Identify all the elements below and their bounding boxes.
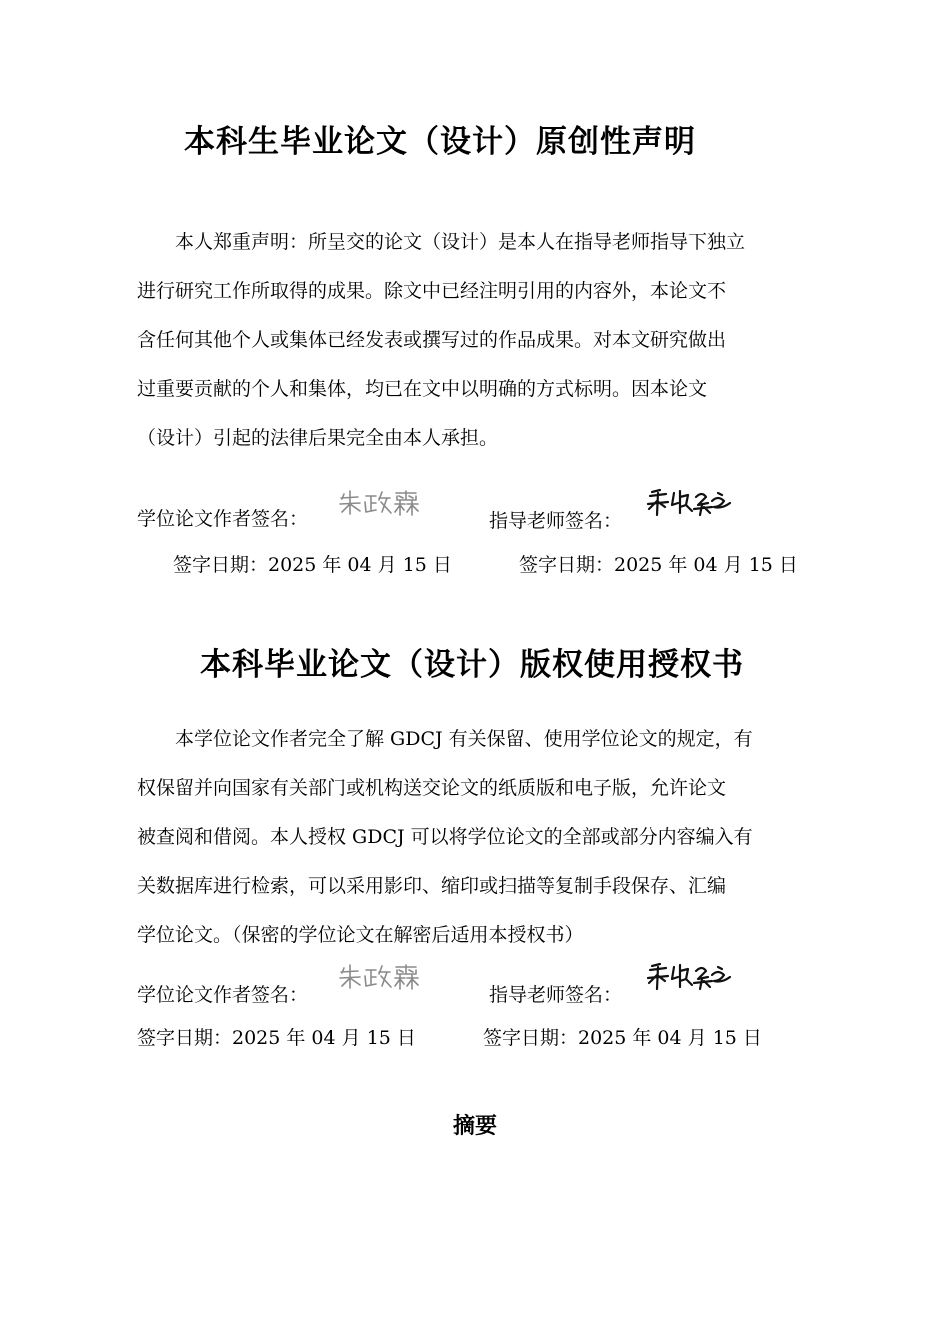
- advisor-sign-label: 指导老师签名：: [489, 984, 623, 1006]
- abstract-heading: 摘要: [452, 1114, 497, 1139]
- author-signature-image: [338, 962, 420, 992]
- author-signature-image: [338, 488, 420, 518]
- advisor-signature-image: [646, 487, 734, 521]
- author-sign-label: 学位论文作者签名：: [137, 984, 309, 1006]
- author-sign-date: 签字日期：2025 年 04 月 15 日: [137, 1027, 416, 1049]
- advisor-sign-date: 签字日期：2025 年 04 月 15 日: [483, 1027, 762, 1049]
- declaration-paragraph: [137, 218, 853, 463]
- advisor-sign-label: 指导老师签名：: [489, 510, 623, 532]
- authorization-line: 学位论文。（保密的学位论文在解密后适用本授权书）: [137, 924, 584, 946]
- author-sign-date: 签字日期：2025 年 04 月 15 日: [173, 554, 452, 576]
- declaration-line: 本人郑重声明：所呈交的论文（设计）是本人在指导老师指导下独立: [175, 231, 746, 253]
- authorization-line: 被查阅和借阅。本人授权 GDCJ 可以将学位论文的全部或部分内容编入有: [137, 826, 753, 848]
- authorization-paragraph: [137, 715, 853, 960]
- declaration-line: 过重要贡献的个人和集体，均已在文中以明确的方式标明。因本论文: [137, 378, 708, 400]
- declaration-line: 进行研究工作所取得的成果。除文中已经注明引用的内容外，本论文不: [137, 280, 727, 302]
- authorization-line: 权保留并向国家有关部门或机构送交论文的纸质版和电子版，允许论文: [137, 777, 727, 799]
- declaration-line: 含任何其他个人或集体已经发表或撰写过的作品成果。对本文研究做出: [137, 329, 727, 351]
- authorization-line: 本学位论文作者完全了解 GDCJ 有关保留、使用学位论文的规定，有: [175, 728, 753, 750]
- advisor-signature-image: [646, 961, 734, 995]
- advisor-sign-date: 签字日期：2025 年 04 月 15 日: [519, 554, 798, 576]
- declaration-line: （设计）引起的法律后果完全由本人承担。: [137, 427, 499, 449]
- authorization-title: 本科毕业论文（设计）版权使用授权书: [200, 647, 744, 683]
- authorization-line: 关数据库进行检索，可以采用影印、缩印或扫描等复制手段保存、汇编: [137, 875, 727, 897]
- declaration-title: 本科生毕业论文（设计）原创性声明: [184, 124, 696, 160]
- author-sign-label: 学位论文作者签名：: [137, 508, 309, 530]
